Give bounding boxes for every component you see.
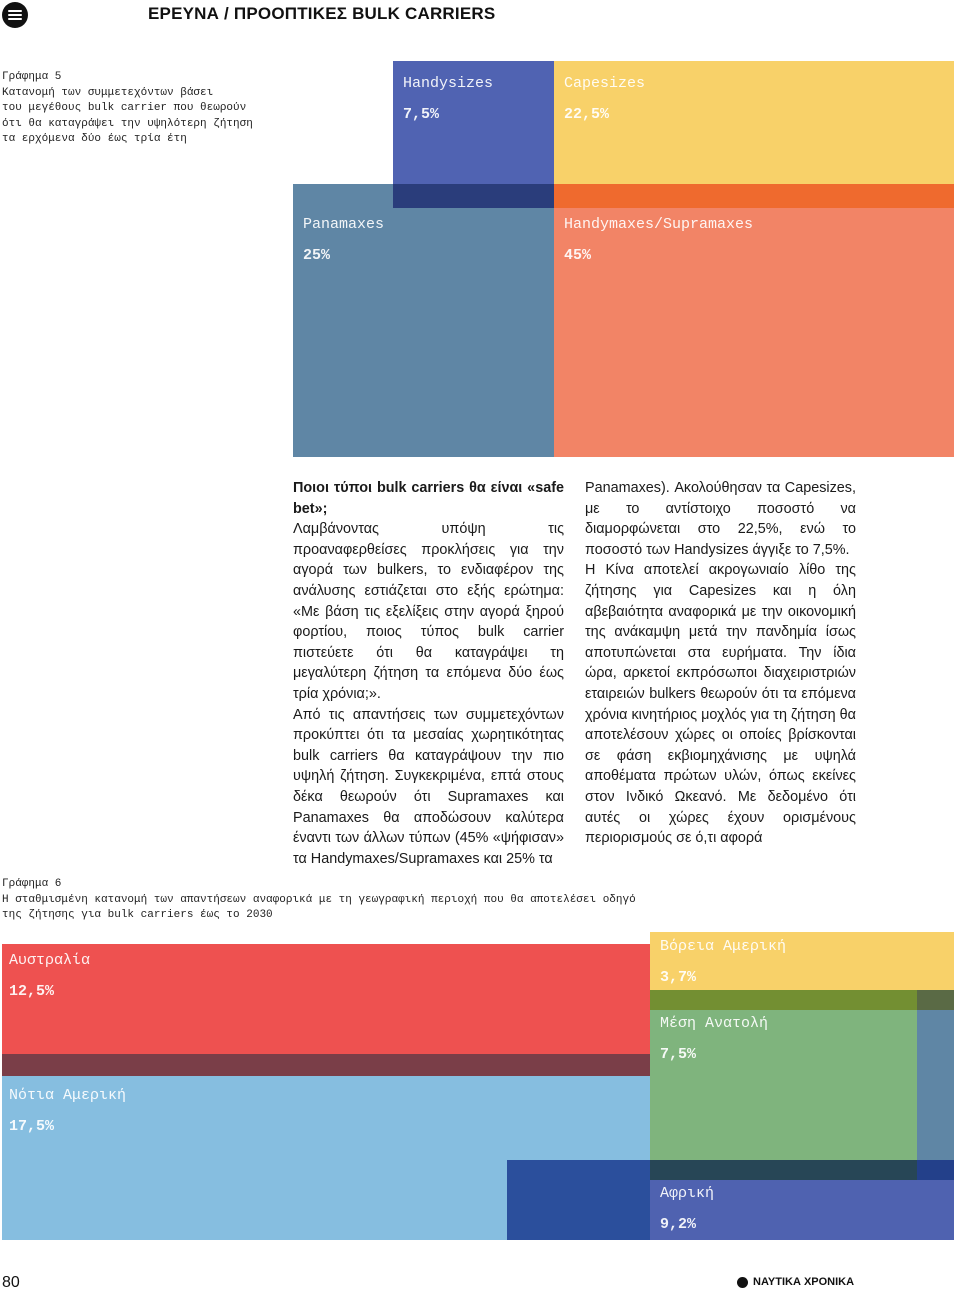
chart5-caption-line: Κατανομή των συμμετεχόντων βάσει	[2, 86, 214, 99]
overlap-strip	[917, 990, 954, 1010]
chart6-caption-line: της ζήτησης για bulk carriers έως το 2030	[2, 909, 273, 921]
wave-logo-icon	[2, 2, 28, 28]
overlap-strip	[650, 990, 917, 1010]
tile-label: Panamaxes	[303, 216, 385, 233]
tile-label: Handymaxes/Supramaxes	[564, 216, 754, 233]
overlap-strip	[2, 1054, 650, 1076]
tile-handymaxes-supramaxes	[554, 184, 954, 457]
tile-label: Μέση Ανατολή	[660, 1015, 769, 1032]
tile-value: 25%	[303, 247, 331, 264]
tile-value: 7,5%	[403, 106, 440, 123]
chart6-caption-line: Η σταθμισμένη κατανομή των απαντήσεων αναφορικά με τη γεωγραφική περιοχή που θα αποτελέσει οδηγό	[2, 893, 636, 906]
tile-middle-east	[650, 1010, 917, 1160]
brand-logo-icon	[737, 1277, 748, 1288]
chart6-caption	[2, 877, 636, 924]
tile-panamaxes	[293, 184, 554, 457]
tile-value: 22,5%	[564, 106, 610, 123]
overlap-strip	[917, 1010, 954, 1160]
tile-label: Handysizes	[403, 75, 494, 92]
overlap-strip	[917, 1160, 954, 1180]
article-paragraph: Από τις απαντήσεις των συμμετεχόντων προκύπτει ότι τα μεσαίας χωρητικότητας bulk carriers θα καταγράψουν την πιο υψηλή ζήτηση. Συγκεκριμένα, επτά στους δέκα θεωρούν ότι Supramaxes και Panamaxes θα αποδώσουν καλύτερα έναντι των άλλων τύπων (45% «ψήφισαν» τα Handymaxes/Supramaxes και 25% τα	[293, 706, 564, 867]
article-left-column	[293, 478, 564, 869]
article-paragraph: Η Κίνα αποτελεί ακρογωνιαίο λίθο της ζήτησης για Capesizes και η όλη αβεβαιότητα αναφορικά με την οικονομική της ανάκαμψη μετά την πανδημία ίσως αποτυπώνεται στα ευρήματα. Την ίδια ώρα, αρκετοί εκπρόσωποι διαχειριστριών εταιρειών bulkers θεωρούν ότι τα επόμενα χρόνια κινητήριος μοχλός για τη ζήτηση θα αποτελέσουν χώρες οι οποίες βρίσκονται σε φάση εκβιομηχάνισης με υψηλά αποθέματα πρώτων υλών, όπως εκείνες στον Ινδικό Ωκεανό. Με δεδομένο ότι αυτές οι χώρες έχουν ορισμένους περιορισμούς σε ό,τι αφορά	[585, 562, 856, 847]
tile-label: Νότια Αμερική	[9, 1087, 127, 1104]
chart5-caption-line: ότι θα καταγράψει την υψηλότερη ζήτηση	[2, 117, 253, 130]
brand	[737, 1276, 854, 1288]
tile-value: 17,5%	[9, 1118, 55, 1135]
article-paragraph: Λαμβάνοντας υπόψη τις προαναφερθείσες προκλήσεις για την αγορά των bulkers, το ενδιαφέρον της ανάλυσης εστιάζεται στο εξής ερώτημα: «Με βάση τις εξελίξεις στην αγορά ξηρού φορτίου, ποιος τύπος bulk carrier πιστεύετε ότι θα καταγράψει τη μεγαλύτερη ζήτηση τα επόμενα δύο έως τρία χρόνια;».	[293, 521, 564, 702]
chart5-caption-line: Γράφημα 5	[2, 71, 62, 83]
tile-value: 3,7%	[660, 969, 697, 986]
tile-label: Αυστραλία	[9, 952, 91, 969]
tile-value: 9,2%	[660, 1216, 697, 1233]
overlap-block	[507, 1160, 650, 1240]
chart5-caption-line: τα ερχόμενα δύο έως τρία έτη	[2, 133, 187, 145]
tile-label: Capesizes	[564, 75, 646, 92]
tile-label: Βόρεια Αμερική	[660, 938, 787, 955]
brand-name: ΝΑΥΤΙΚΑ ΧΡΟΝΙΚΑ	[753, 1276, 855, 1288]
overlap-strip	[554, 184, 954, 208]
tile-value: 7,5%	[660, 1046, 697, 1063]
section-title: ΕΡΕΥΝΑ / ΠΡΟΟΠΤΙΚΕΣ BULK CARRIERS	[148, 4, 496, 23]
tile-value: 45%	[564, 247, 592, 264]
chart5-caption-line: του μεγέθους bulk carrier που θεωρούν	[2, 102, 247, 114]
tile-label: Αφρική	[660, 1185, 715, 1202]
page-number: 80	[2, 1274, 20, 1291]
overlap-strip	[650, 1160, 917, 1180]
tile-africa	[650, 1180, 954, 1240]
article-heading: Ποιοι τύποι bulk carriers θα είναι «safe bet»;	[293, 480, 564, 517]
overlap-strip	[393, 184, 554, 208]
article-paragraph: Panamaxes). Ακολούθησαν τα Capesizes, με το αντίστοιχο ποσοστό να διαμορφώνεται στο 22,5%, ενώ το ποσοστό των Handysizes άγγιξε το 7,5%.	[585, 480, 856, 558]
chart5-caption	[2, 70, 253, 148]
chart6-caption-line: Γράφημα 6	[2, 878, 62, 890]
article-right-column	[585, 478, 856, 849]
tile-value: 12,5%	[9, 983, 55, 1000]
